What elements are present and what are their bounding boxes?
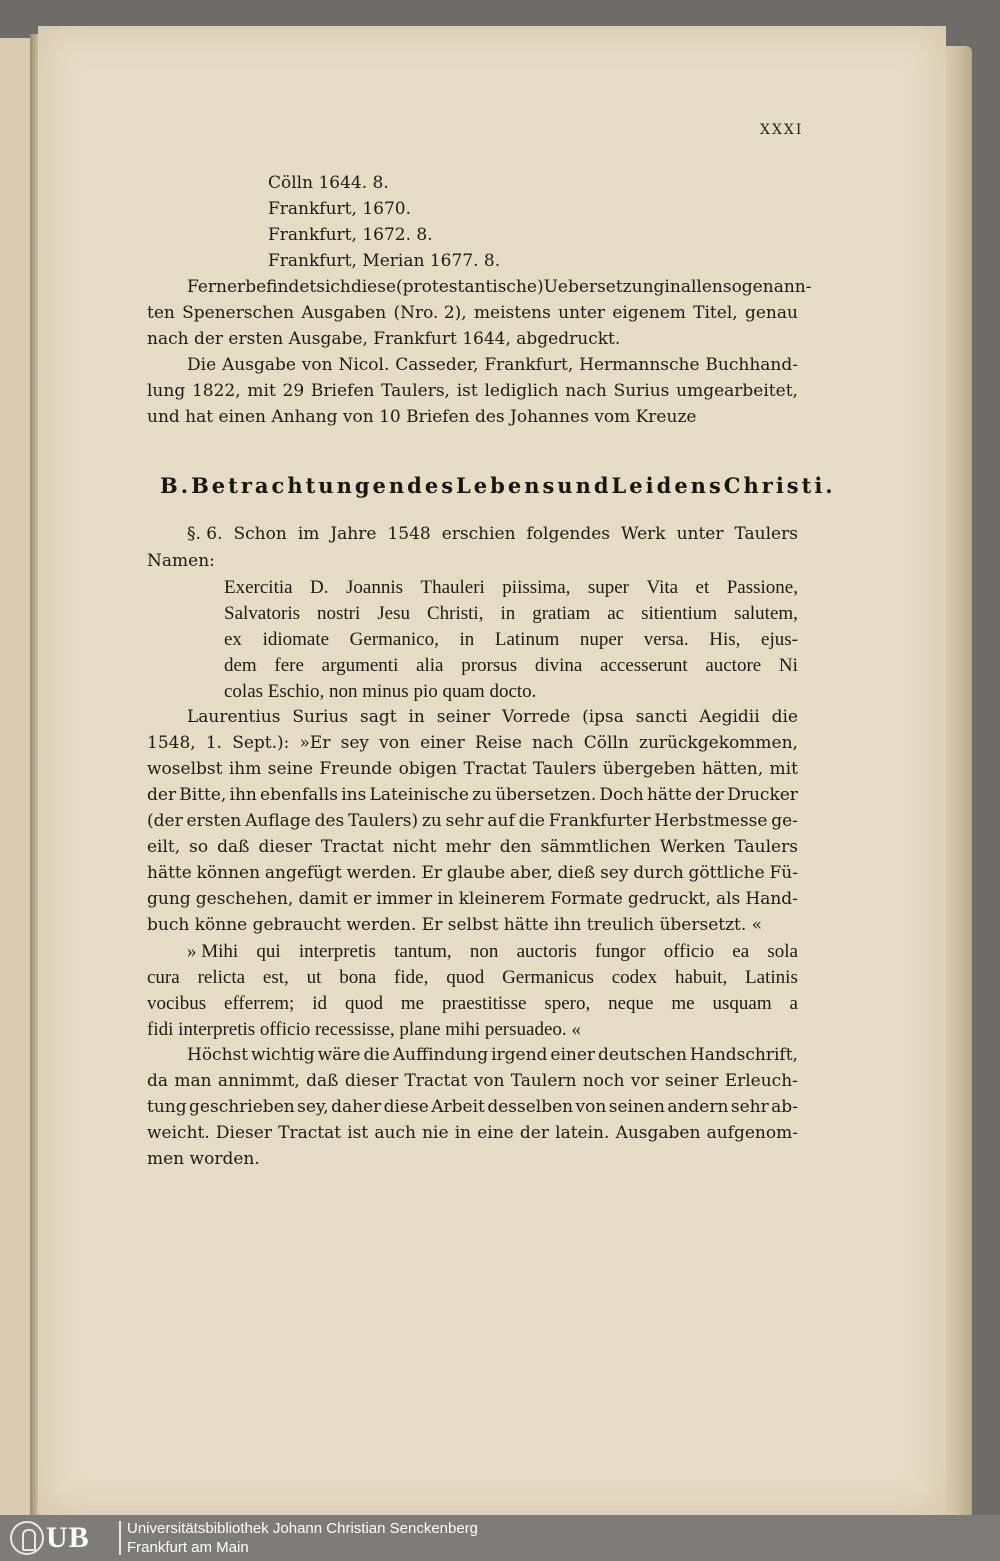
latin-block-line: ex idiomate Germanico, in Latinum nuper versa. His, ejus- [224,629,798,650]
para2-line: lung 1822, mit 29 Briefen Taulers, ist lediglich nach Surius umgearbeitet, [147,381,798,401]
para5-line: men worden. [147,1149,260,1169]
para3-line: §. 6. Schon im Jahre 1548 erschien folgendes Werk unter Taulers [187,524,798,544]
latin-quote-line: fidi interpretis officio recessisse, plane mihi persuadeo. « [147,1019,581,1040]
footer-bar [0,1515,1000,1561]
institution-name: Universitätsbibliothek Johann Christian Senckenberg [127,1520,479,1537]
logo-divider [119,1521,121,1555]
latin-block-line: Exercitia D. Joannis Thauleri piissima, super Vita et Passione, [224,577,798,598]
page-number: XXXI [760,122,804,138]
latin-quote-line: » Mihi qui interpretis tantum, non auctoris fungor officio ea sola [187,941,798,962]
entries-line: Frankfurt, 1670. [268,199,411,219]
para4-line: der Bitte, ihn ebenfalls ins Lateinische zu übersetzen. Doch hätte der Drucker [147,785,798,805]
ub-logo: UB [46,1521,90,1554]
para4-line: eilt, so daß dieser Tractat nicht mehr den sämmtlichen Werken Taulers [147,837,798,857]
latin-block-line: dem fere argumenti alia prorsus divina accesserunt auctore Ni [224,655,798,676]
latin-quote-line: vocibus efferrem; id quod me praestitisse spero, neque me usquam a [147,993,798,1014]
para1-line: nach der ersten Ausgabe, Frankfurt 1644, abgedruckt. [147,329,621,349]
entries-line: Frankfurt, 1672. 8. [268,225,433,245]
para1-line: Ferner befindet sich diese (protestantische) Uebersetzung in allen sogenann- [187,277,812,297]
para4-line: 1548, 1. Sept.): »Er sey von einer Reise nach Cölln zurückgekommen, [147,733,798,753]
para5-line: Höchst wichtig wäre die Auffindung irgend einer deutschen Handschrift, [187,1045,798,1065]
institution-city: Frankfurt am Main [127,1539,249,1556]
para4-line: Laurentius Surius sagt in seiner Vorrede (ipsa sancti Aegidii die [187,707,798,727]
latin-block-line: colas Eschio, non minus pio quam docto. [224,681,537,702]
entries-line: Frankfurt, Merian 1677. 8. [268,251,501,271]
latin-block-line: Salvatoris nostri Jesu Christi, in gratiam ac sitientium salutem, [224,603,798,624]
para2-line: Die Ausgabe von Nicol. Casseder, Frankfurt, Hermannsche Buchhand- [187,355,798,375]
para2-line: und hat einen Anhang von 10 Briefen des Johannes vom Kreuze [147,407,697,427]
para3-line: Namen: [147,551,215,571]
section-heading: B. Betrachtungen des Lebens und Leidens Christi. [160,473,836,498]
para4-line: buch könne gebraucht werden. Er selbst hätte ihn treulich übersetzt. « [147,915,763,935]
para4-line: (der ersten Auflage des Taulers) zu sehr auf die Frankfurter Herbstmesse ge- [147,811,798,831]
para4-line: woselbst ihm seine Freunde obigen Tractat Taulers übergeben hätten, mit [147,759,798,779]
para5-line: da man annimmt, daß dieser Tractat von Taulern noch vor seiner Erleuch- [147,1071,798,1091]
para4-line: hätte können angefügt werden. Er glaube aber, dieß sey durch göttliche Fü- [147,863,798,883]
para5-line: weicht. Dieser Tractat ist auch nie in eine der latein. Ausgaben aufgenom- [147,1123,798,1143]
para5-line: tung geschrieben sey, daher diese Arbeit desselben von seinen andern sehr ab- [147,1097,798,1117]
library-seal-icon [10,1521,44,1555]
entries-line: Cölln 1644. 8. [268,173,389,193]
book-gutter [30,34,38,1515]
para4-line: gung geschehen, damit er immer in kleinerem Formate gedruckt, als Hand- [147,889,798,909]
para1-line: ten Spenerschen Ausgaben (Nro. 2), meistens unter eigenem Titel, genau [147,303,798,323]
latin-quote-line: cura relicta est, ut bona fide, quod Germanicus codex habuit, Latinis [147,967,798,988]
left-page-edge [0,38,32,1515]
